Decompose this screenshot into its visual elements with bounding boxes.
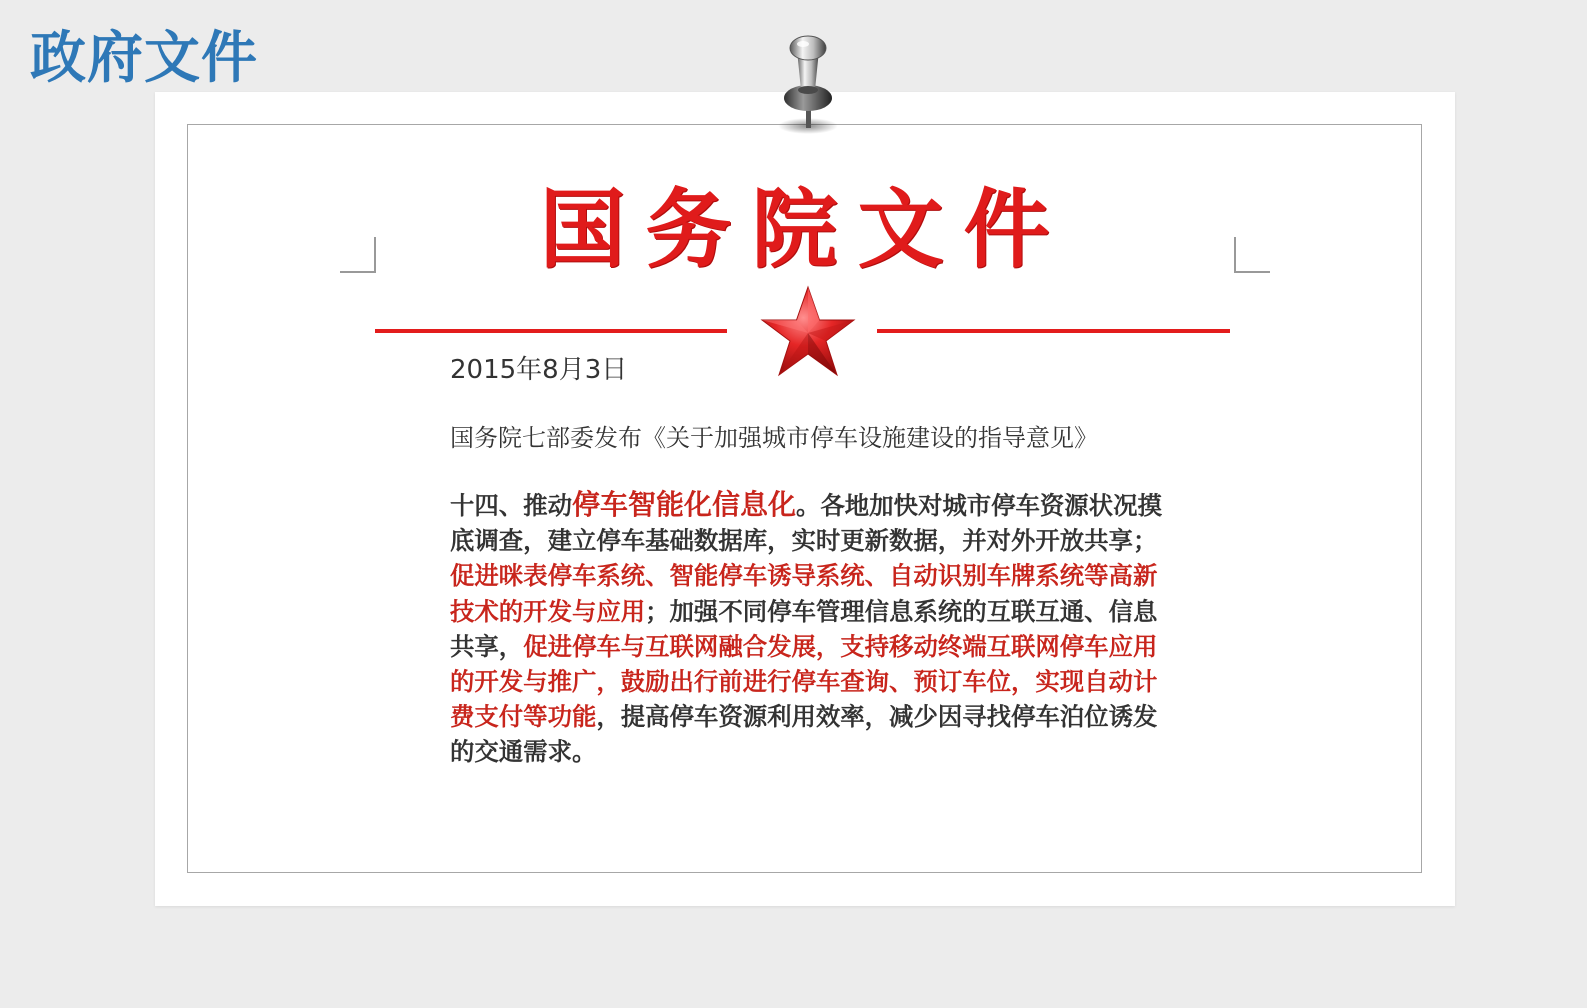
red-rule-right [877, 329, 1230, 333]
paper-sheet [155, 92, 1455, 906]
document-subject: 国务院七部委发布《关于加强城市停车设施建设的指导意见》 [450, 424, 1098, 453]
document-paragraph [450, 487, 1162, 770]
document-body [450, 355, 1162, 770]
pushpin-icon [770, 28, 850, 138]
paragraph-text: ，提高停车资源利用效率，减少因寻找停车泊位诱发的交通需求。 [450, 702, 1158, 767]
highlight-text: 促进停车与互联网融合发展，支持移动终端互联网停车应用的开发与推广，鼓励出行前进行停车查询、预订车位，实现自动计费支付等功能 [450, 631, 1158, 732]
red-rule-left [375, 329, 727, 333]
highlight-text: 停车智能化信息化 [571, 487, 796, 521]
document-header-title: 国务院文件 [539, 179, 1070, 280]
paragraph-text: 十四、推动 [450, 490, 572, 520]
highlight-text: 促进咪表停车系统、智能停车诱导系统、自动识别车牌系统等高新技术的开发与应用 [450, 561, 1158, 626]
corner-mark-right [1234, 237, 1270, 273]
paragraph-text: 。各地加快对城市停车资源状况摸底调查，建立停车基础数据库，实时更新数据，并对外开放共享； [450, 490, 1162, 556]
page-title: 政府文件 [30, 26, 258, 91]
document-frame [187, 124, 1422, 873]
paragraph-text: ；加强不同停车管理信息系统的互联互通、信息共享， [450, 596, 1158, 661]
corner-mark-left [340, 237, 376, 273]
document-date: 2015年8月3日 [450, 355, 628, 385]
